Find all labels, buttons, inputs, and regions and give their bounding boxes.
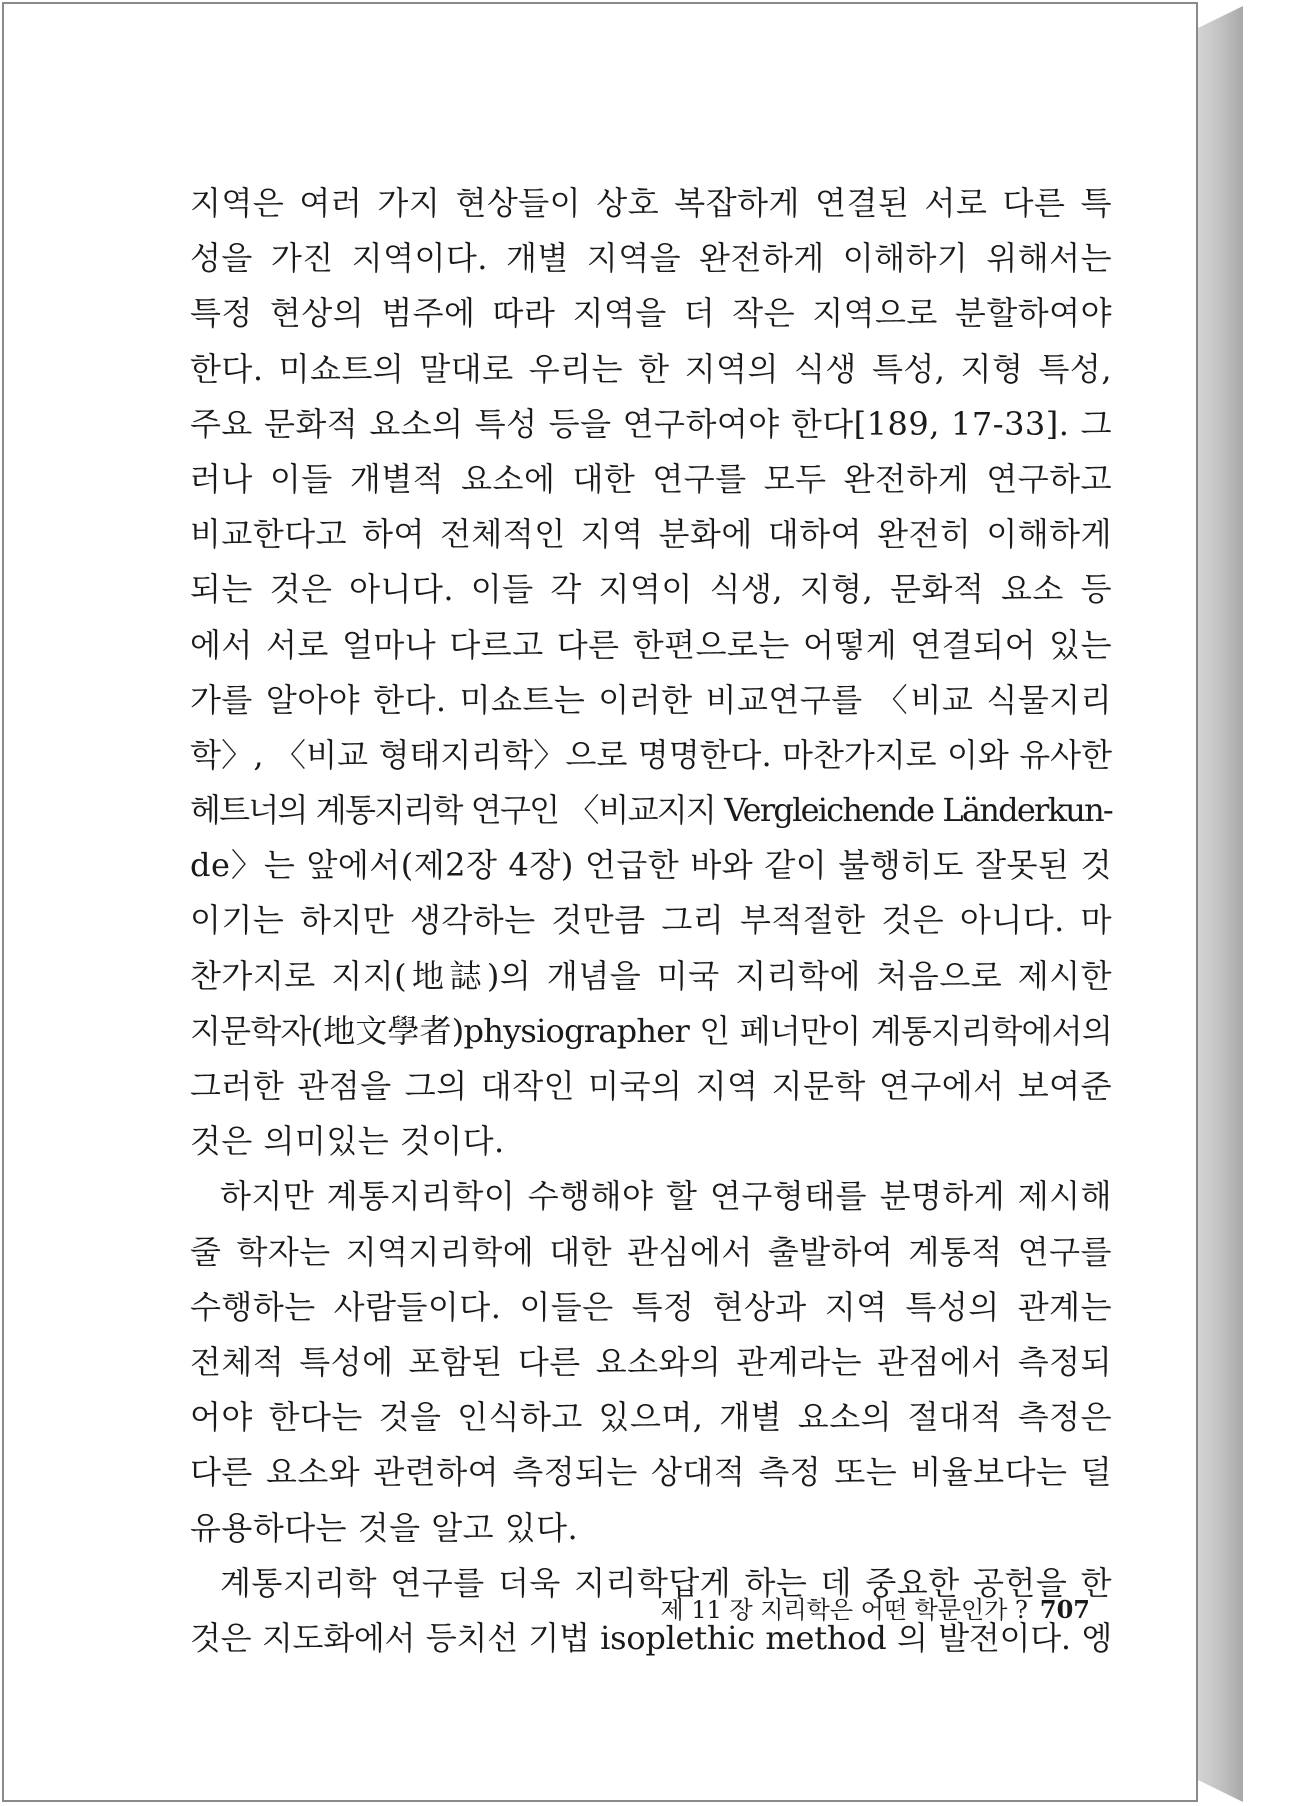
text-line: 에서 서로 얼마나 다르고 다른 한편으로는 어떻게 연결되어 있는 <box>190 625 1112 664</box>
page-edge-bottom-corner <box>1198 1780 1243 1802</box>
text-line: 학〉, 〈비교 형태지리학〉으로 명명한다. 마찬가지로 이와 유사한 <box>190 735 1112 774</box>
text-line: 헤트너의 계통지리학 연구인 〈비교지지 Vergleichende Länderkun- <box>190 791 1112 830</box>
text-line: 특정 현상의 범주에 따라 지역을 더 작은 지역으로 분할하여야 <box>190 294 1112 333</box>
text-line: 그러한 관점을 그의 대작인 미국의 지역 지문학 연구에서 보여준 <box>190 1067 1112 1105</box>
text-line: 주요 문화적 요소의 특성 등을 연구하여야 한다[189, 17-33]. 그 <box>190 404 1112 443</box>
text-line: 되는 것은 아니다. 이들 각 지역이 식생, 지형, 문화적 요소 등 <box>190 570 1112 609</box>
page-edge-shadow <box>1198 6 1243 1802</box>
text-line: 것은 의미있는 것이다. <box>190 1122 505 1161</box>
text-line: 것은 지도화에서 등치선 기법 isoplethic method 의 발전이다. 엥 <box>190 1618 1112 1657</box>
page-number: 707 <box>1039 1595 1090 1624</box>
text-line: 하지만 계통지리학이 수행해야 할 연구형태를 분명하게 제시해 <box>220 1177 1112 1216</box>
running-footer <box>600 1592 1090 1628</box>
page-edge-top-corner <box>1198 6 1243 28</box>
text-line: 찬가지로 지지(地誌)의 개념을 미국 지리학에 처음으로 제시한 <box>190 956 1112 995</box>
chapter-title: 제 11 장 지리학은 어떤 학문인가 ? <box>660 1596 1028 1624</box>
body-text <box>190 176 1112 1666</box>
text-line: 이기는 하지만 생각하는 것만큼 그리 부적절한 것은 아니다. 마 <box>190 901 1112 940</box>
text-line: 유용하다는 것을 알고 있다. <box>190 1508 579 1547</box>
text-line: 어야 한다는 것을 인식하고 있으며, 개별 요소의 절대적 측정은 <box>190 1398 1112 1437</box>
text-line: 수행하는 사람들이다. 이들은 특정 현상과 지역 특성의 관계는 <box>190 1287 1112 1326</box>
text-line: 지역은 여러 가지 현상들이 상호 복잡하게 연결된 서로 다른 특 <box>190 184 1112 222</box>
text-line: 가를 알아야 한다. 미쇼트는 이러한 비교연구를 〈비교 식물지리 <box>190 680 1112 719</box>
text-line: 러나 이들 개별적 요소에 대한 연구를 모두 완전하게 연구하고 <box>190 459 1112 498</box>
text-line: 계통지리학 연구를 더욱 지리학답게 하는 데 중요한 공헌을 한 <box>220 1563 1112 1602</box>
text-line: 비교한다고 하여 전체적인 지역 분화에 대하여 완전히 이해하게 <box>190 515 1112 554</box>
text-line: 한다. 미쇼트의 말대로 우리는 한 지역의 식생 특성, 지형 특성, <box>190 349 1112 388</box>
text-line: de〉는 앞에서(제2장 4장) 언급한 바와 같이 불행히도 잘못된 것 <box>190 846 1112 885</box>
text-line: 전체적 특성에 포함된 다른 요소와의 관계라는 관점에서 측정되 <box>190 1342 1112 1381</box>
text-line: 성을 가진 지역이다. 개별 지역을 완전하게 이해하기 위해서는 <box>190 239 1112 278</box>
text-line: 줄 학자는 지역지리학에 대한 관심에서 출발하여 계통적 연구를 <box>190 1232 1112 1271</box>
text-line: 다른 요소와 관련하여 측정되는 상대적 측정 또는 비율보다는 덜 <box>190 1453 1112 1492</box>
text-line: 지문학자(地文學者)physiographer 인 페너만이 계통지리학에서의 <box>190 1011 1112 1050</box>
